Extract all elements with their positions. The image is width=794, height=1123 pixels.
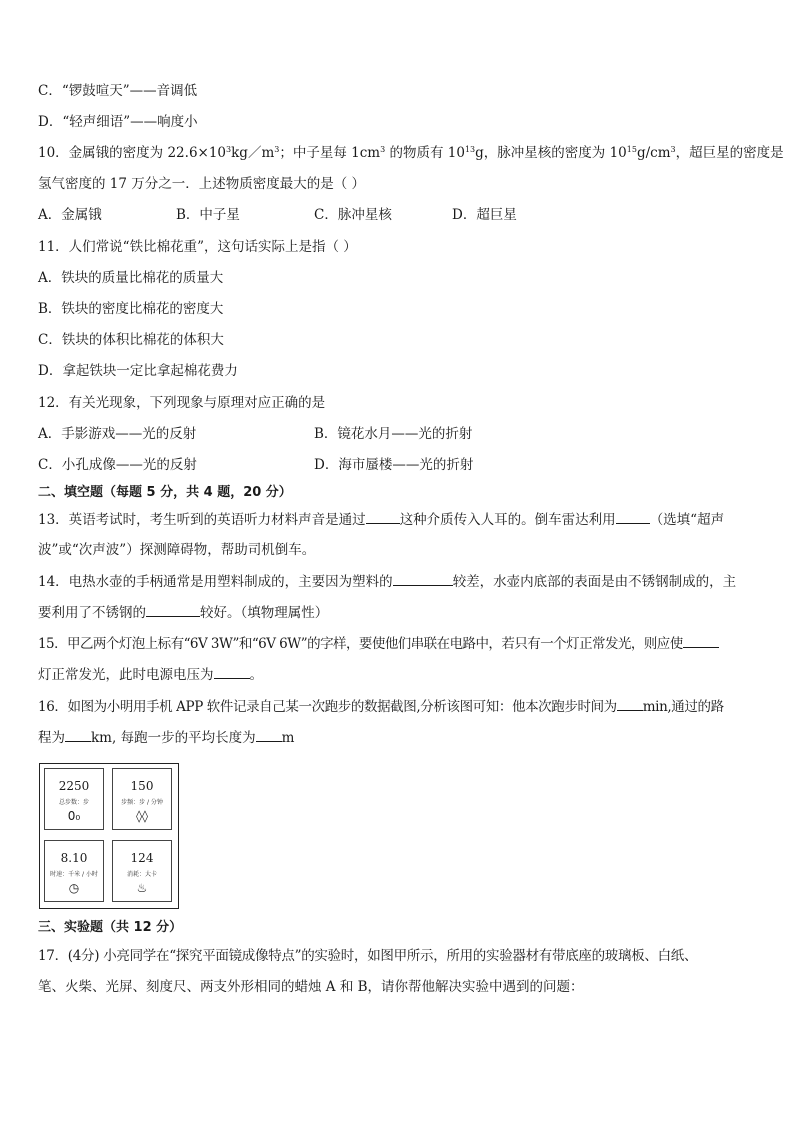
calories-cell	[112, 840, 172, 902]
q10-option-a: A．金属锇	[38, 207, 102, 223]
answer-blank[interactable]	[146, 603, 200, 617]
q10-option-b: B．中子星	[176, 207, 240, 223]
answer-blank[interactable]	[366, 510, 400, 524]
answer-blank[interactable]	[256, 728, 282, 742]
q10-option-d: D．超巨星	[452, 207, 517, 223]
q12-option-b: B．镜花水月——光的折射	[314, 426, 473, 442]
cadence-label: 步频：步 / 分钟	[121, 799, 163, 806]
q11-option-c: C．铁块的体积比棉花的体积大	[38, 332, 224, 348]
q10-stem-line1: 10．金属锇的密度为 $22.6\times 10^3kg/m^3$；中子星每 $1cm^3$ 的物质有 $10^{13}g$，脉冲星核的密度为 $10^{15}g/cm^3$，超巨星的密度是	[38, 145, 784, 161]
answer-blank[interactable]	[616, 510, 650, 524]
answer-blank[interactable]	[683, 634, 719, 648]
q11-option-a: A．铁块的质量比棉花的质量大	[38, 270, 224, 286]
section-3-heading: 三、实验题（共 12 分）	[38, 920, 183, 935]
running-app-screenshot-figure	[39, 763, 179, 909]
q10-stem-line2: 氢气密度的 17 万分之一．上述物质密度最大的是（ ）	[38, 176, 366, 192]
speed-label: 时速：千米 / 小时	[50, 871, 98, 878]
calories-label: 消耗：大卡	[126, 871, 157, 878]
q12-option-a: A．手影游戏——光的反射	[38, 426, 197, 442]
steps-label: 总步数：步	[58, 799, 89, 806]
q12-option-d: D．海市蜃楼——光的折射	[314, 457, 474, 473]
speed-value: 8.10	[60, 851, 88, 865]
speedometer-icon: ◷	[68, 881, 80, 895]
q17-stem-line1: 17．(4分) 小亮同学在“探究平面镜成像特点”的实验时，如图甲所示，所用的实验器材有带底座的玻璃板、白纸、	[38, 948, 698, 964]
q15-stem-line2: 灯正常发光，此时电源电压为 。	[38, 667, 263, 683]
q12-option-c: C．小孔成像——光的反射	[38, 457, 197, 473]
q17-stem-line2: 笔、火柴、光屏、刻度尺、两支外形相同的蜡烛 A 和 B，请你帮他解决实验中遇到的问题：	[38, 979, 584, 995]
section-2-heading: 二、填空题（每题 5 分，共 4 题，20 分）	[38, 485, 292, 500]
steps-value: 2250	[58, 779, 90, 793]
q13-stem-line2: 波”或“次声波”）探测障碍物，帮助司机倒车。	[38, 542, 316, 558]
steps-cell	[44, 768, 104, 830]
q14-stem-line2: 要利用了不锈钢的 较好。（填物理属性）	[38, 605, 329, 621]
q13-stem-line1: 13．英语考试时，考生听到的英语听力材料声音是通过 这种介质传入人耳的。倒车雷达利用 （选填“超声	[38, 512, 725, 528]
q16-stem-line1: 16．如图为小明用手机 APP 软件记录自己某一次跑步的数据截图,分析该图可知：他本次跑步时间为 min,通过的路	[38, 699, 724, 715]
q9-option-d: D．“轻声细语”——响度小	[38, 114, 198, 130]
answer-blank[interactable]	[214, 665, 250, 679]
q15-stem-line1: 15．甲乙两个灯泡上标有“6V 3W”和“6V 6W”的字样，要使他们串联在电路中，若只有一个灯正常发光，则应使	[38, 634, 719, 653]
answer-blank[interactable]	[65, 728, 91, 742]
q9-option-c: C．“锣鼓喧天”——音调低	[38, 83, 198, 99]
cadence-cell	[112, 768, 172, 830]
flame-icon: ♨	[136, 881, 148, 895]
q11-option-b: B．铁块的密度比棉花的密度大	[38, 301, 224, 317]
calories-value: 124	[130, 851, 154, 865]
speed-cell	[44, 840, 104, 902]
q11-option-d: D．拿起铁块一定比拿起棉花费力	[38, 363, 238, 379]
answer-blank[interactable]	[393, 572, 453, 586]
q11-stem: 11．人们常说“铁比棉花重”，这句话实际上是指（ ）	[38, 239, 357, 255]
answer-blank[interactable]	[617, 697, 643, 711]
footprints-outline-icon: ◊◊	[136, 809, 148, 823]
cadence-value: 150	[130, 779, 154, 793]
q12-stem: 12．有关光现象，下列现象与原理对应正确的是	[38, 395, 326, 411]
footprints-icon: 0₀	[67, 809, 81, 823]
q14-stem-line1: 14．电热水壶的手柄通常是用塑料制成的，主要因为塑料的 较差，水壶内底部的表面是由不锈钢制成的，主	[38, 574, 737, 590]
q16-stem-line2: 程为 km, 每跑一步的平均长度为 m	[38, 730, 295, 746]
q10-option-c: C．脉冲星核	[314, 207, 392, 223]
